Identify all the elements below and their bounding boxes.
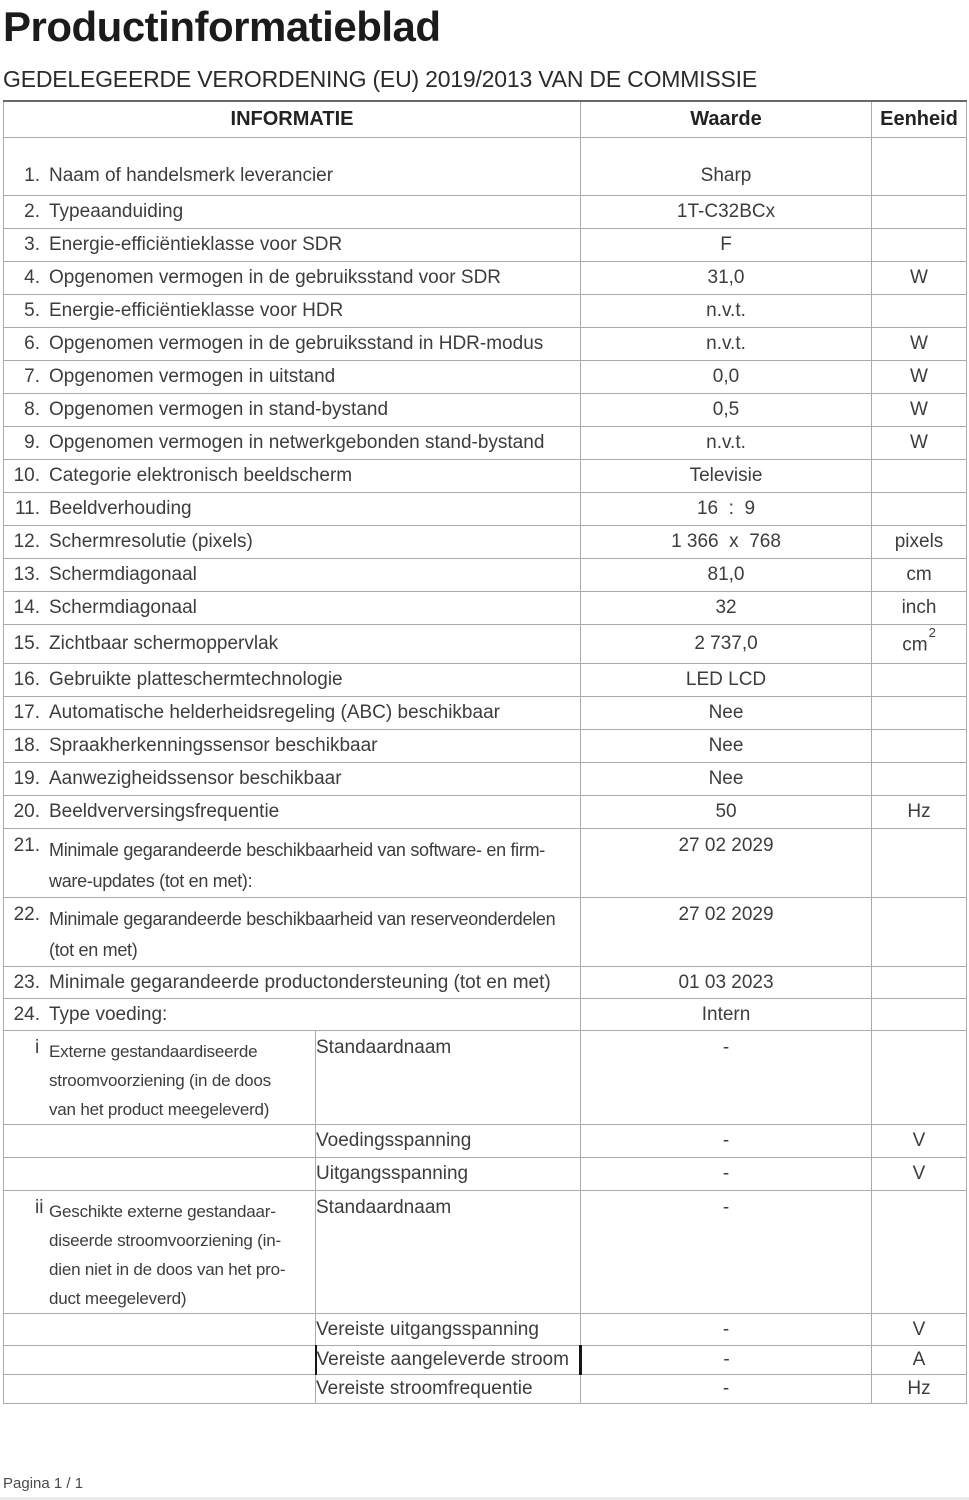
column-header-waarde: Waarde <box>581 101 872 138</box>
info-cell <box>4 796 581 829</box>
row-number: 23. <box>13 971 40 993</box>
row-number: 3. <box>24 234 40 255</box>
table-row <box>4 625 967 664</box>
table-row <box>4 295 967 328</box>
table-row <box>4 1314 967 1346</box>
unit-cell <box>872 625 967 664</box>
unit-cell <box>872 730 967 763</box>
table-row <box>4 763 967 796</box>
row-label: Automatische helderheidsregeling (ABC) beschikbaar <box>49 702 500 723</box>
unit-cell: V <box>872 1314 967 1346</box>
info-cell <box>4 967 581 999</box>
value-cell: - <box>581 1191 872 1314</box>
table-row <box>4 1191 967 1314</box>
info-cell <box>4 730 581 763</box>
value-cell: n.v.t. <box>581 295 872 328</box>
value-cell: 2 737,0 <box>581 625 872 664</box>
table-row <box>4 829 967 898</box>
info-cell <box>4 460 581 493</box>
unit-cell <box>872 898 967 967</box>
sub-info-cell: Uitgangsspanning <box>316 1158 581 1191</box>
unit-cell <box>872 295 967 328</box>
row-number: 24. <box>13 1003 40 1025</box>
unit-cell <box>872 999 967 1031</box>
sub-info-cell: Standaardnaam <box>316 1191 581 1314</box>
row-label: Opgenomen vermogen in netwerkgebonden stand-bystand <box>49 432 545 453</box>
value-cell: F <box>581 229 872 262</box>
row-label: Schermdiagonaal <box>49 597 197 618</box>
info-cell <box>4 763 581 796</box>
unit-cell <box>872 829 967 898</box>
roman-numeral-marker: i <box>35 1037 40 1058</box>
info-cell <box>4 999 581 1031</box>
value-cell: 16 : 9 <box>581 493 872 526</box>
value-cell: - <box>581 1314 872 1346</box>
value-cell: - <box>581 1375 872 1404</box>
row-label: Beeldverversingsfrequentie <box>49 801 280 822</box>
unit-cell: W <box>872 328 967 361</box>
unit-cell <box>872 664 967 697</box>
row-label: Minimale gegarandeerde beschikbaarheid van software- en firm- ware-updates (tot en met): <box>49 840 545 891</box>
info-cell <box>4 493 581 526</box>
row-label: Minimale gegarandeerde productondersteuning (tot en met) <box>49 971 551 993</box>
row-number: 14. <box>13 597 40 618</box>
row-number: 8. <box>24 399 40 420</box>
info-cell <box>4 361 581 394</box>
info-cell <box>4 229 581 262</box>
value-cell: 0,0 <box>581 361 872 394</box>
table-row <box>4 592 967 625</box>
table-row <box>4 1125 967 1158</box>
unit-text: cm <box>902 634 928 656</box>
table-row <box>4 262 967 295</box>
table-row <box>4 493 967 526</box>
value-cell: 32 <box>581 592 872 625</box>
info-cell <box>4 898 581 967</box>
info-group-cell <box>4 1375 316 1404</box>
value-cell: Nee <box>581 730 872 763</box>
sub-info-cell: Standaardnaam <box>316 1031 581 1125</box>
row-label: Opgenomen vermogen in stand-bystand <box>49 399 389 420</box>
row-number: 17. <box>13 702 40 723</box>
table-row <box>4 328 967 361</box>
value-cell: Nee <box>581 697 872 730</box>
row-label: Gebruikte platteschermtechnologie <box>49 669 343 690</box>
document-title: Productinformatieblad <box>3 3 441 50</box>
unit-cell <box>872 460 967 493</box>
row-label: Beeldverhouding <box>49 498 192 519</box>
row-label: Schermresolutie (pixels) <box>49 531 253 552</box>
row-number: 4. <box>24 267 40 288</box>
info-cell <box>4 664 581 697</box>
sub-info-cell: Voedingsspanning <box>316 1125 581 1158</box>
info-cell <box>4 262 581 295</box>
info-group-cell <box>4 1346 316 1375</box>
row-label: Opgenomen vermogen in de gebruiksstand in HDR-modus <box>49 333 544 354</box>
value-cell: Sharp <box>581 138 872 196</box>
value-cell: 31,0 <box>581 262 872 295</box>
table-row <box>4 730 967 763</box>
value-cell: - <box>581 1346 872 1375</box>
table-row <box>4 196 967 229</box>
value-cell: 0,5 <box>581 394 872 427</box>
value-cell: LED LCD <box>581 664 872 697</box>
table-row <box>4 697 967 730</box>
unit-cell: V <box>872 1158 967 1191</box>
row-label: Opgenomen vermogen in de gebruiksstand voor SDR <box>49 267 502 288</box>
info-group-cell <box>4 1191 316 1314</box>
value-cell: 27 02 2029 <box>581 898 872 967</box>
row-number: 19. <box>13 768 40 789</box>
row-label: Spraakherkenningssensor beschikbaar <box>49 735 378 756</box>
value-cell: n.v.t. <box>581 427 872 460</box>
info-cell <box>4 427 581 460</box>
row-number: 6. <box>24 333 40 354</box>
row-label: Categorie elektronisch beeldscherm <box>49 465 353 486</box>
value-cell: 27 02 2029 <box>581 829 872 898</box>
unit-cell: W <box>872 262 967 295</box>
value-cell: Nee <box>581 763 872 796</box>
row-number: 10. <box>13 465 40 486</box>
unit-cell: W <box>872 427 967 460</box>
row-label: Externe gestandaardiseerde stroomvoorziening (in de doos van het product meegeleverd) <box>49 1042 271 1119</box>
value-cell: 1 366 x 768 <box>581 526 872 559</box>
table-row <box>4 138 967 196</box>
table-row <box>4 229 967 262</box>
table-header-row <box>4 101 967 138</box>
row-number: 12. <box>13 531 40 552</box>
row-label: Aanwezigheidssensor beschikbaar <box>49 768 342 789</box>
unit-cell: pixels <box>872 526 967 559</box>
info-cell <box>4 592 581 625</box>
table-row <box>4 898 967 967</box>
row-label: Geschikte externe gestandaar- diseerde stroomvoorziening (in- dien niet in de doos van het pro- duct meegeleverd) <box>49 1202 286 1308</box>
unit-cell: W <box>872 394 967 427</box>
row-label: Schermdiagonaal <box>49 564 197 585</box>
unit-cell <box>872 1191 967 1314</box>
info-cell <box>4 697 581 730</box>
unit-cell: Hz <box>872 1375 967 1404</box>
info-cell <box>4 196 581 229</box>
row-label: Type voeding: <box>49 1003 168 1025</box>
unit-cell <box>872 1031 967 1125</box>
unit-cell: A <box>872 1346 967 1375</box>
info-group-cell <box>4 1125 316 1158</box>
column-header-informatie: INFORMATIE <box>4 101 581 138</box>
table-row <box>4 460 967 493</box>
table-row <box>4 526 967 559</box>
sub-info-cell: Vereiste stroomfrequentie <box>316 1375 581 1404</box>
unit-cell <box>872 229 967 262</box>
table-row <box>4 1031 967 1125</box>
row-label: Minimale gegarandeerde beschikbaarheid van reserveonderdelen (tot en met) <box>49 909 556 960</box>
value-cell: 1T-C32BCx <box>581 196 872 229</box>
unit-cell: V <box>872 1125 967 1158</box>
table-row <box>4 664 967 697</box>
info-cell <box>4 138 581 196</box>
row-label: Energie-efficiëntieklasse voor SDR <box>49 234 343 255</box>
row-number: 15. <box>13 633 40 654</box>
unit-cell: cm <box>872 559 967 592</box>
table-row <box>4 427 967 460</box>
table-row <box>4 796 967 829</box>
row-number: 11. <box>14 498 40 519</box>
row-label: Naam of handelsmerk leverancier <box>49 165 334 186</box>
row-label: Energie-efficiëntieklasse voor HDR <box>49 300 344 321</box>
info-cell <box>4 328 581 361</box>
row-label: Typeaanduiding <box>49 201 184 222</box>
info-group-cell <box>4 1031 316 1125</box>
row-number: 16. <box>13 669 40 690</box>
info-cell <box>4 526 581 559</box>
value-cell: Televisie <box>581 460 872 493</box>
value-cell: - <box>581 1031 872 1125</box>
unit-cell <box>872 967 967 999</box>
product-info-table <box>3 100 967 1404</box>
row-number: 5. <box>24 300 40 321</box>
value-cell: - <box>581 1125 872 1158</box>
page-number: Pagina 1 / 1 <box>3 1475 84 1492</box>
value-cell: 50 <box>581 796 872 829</box>
info-cell <box>4 394 581 427</box>
unit-cell <box>872 493 967 526</box>
unit-superscript: 2 <box>928 625 936 641</box>
sub-info-cell: Vereiste aangeleverde stroom <box>316 1346 581 1375</box>
row-number: 7. <box>24 366 40 387</box>
unit-cell: Hz <box>872 796 967 829</box>
row-number: 18. <box>13 735 40 756</box>
info-group-cell <box>4 1158 316 1191</box>
row-number: 1. <box>24 165 40 186</box>
value-cell: Intern <box>581 999 872 1031</box>
unit-cell <box>872 697 967 730</box>
row-number: 13. <box>13 564 40 585</box>
info-cell <box>4 625 581 664</box>
table-row <box>4 1346 967 1375</box>
unit-cell <box>872 196 967 229</box>
unit-cell: inch <box>872 592 967 625</box>
row-number: 22. <box>13 904 40 925</box>
table-row <box>4 394 967 427</box>
row-number: 21. <box>13 835 40 856</box>
value-cell: n.v.t. <box>581 328 872 361</box>
value-cell: 81,0 <box>581 559 872 592</box>
roman-numeral-marker: ii <box>35 1197 44 1218</box>
table-row <box>4 1375 967 1404</box>
table-row <box>4 967 967 999</box>
row-number: 20. <box>13 801 40 822</box>
table-row <box>4 559 967 592</box>
info-cell <box>4 295 581 328</box>
info-cell <box>4 829 581 898</box>
row-label: Zichtbaar schermoppervlak <box>49 633 279 654</box>
unit-cell: W <box>872 361 967 394</box>
value-cell: - <box>581 1158 872 1191</box>
sub-info-cell: Vereiste uitgangsspanning <box>316 1314 581 1346</box>
regulation-subtitle: GEDELEGEERDE VERORDENING (EU) 2019/2013 VAN DE COMMISSIE <box>3 66 757 92</box>
info-group-cell <box>4 1314 316 1346</box>
row-label: Opgenomen vermogen in uitstand <box>49 366 336 387</box>
table-row <box>4 999 967 1031</box>
row-number: 9. <box>24 432 40 453</box>
unit-cell <box>872 138 967 196</box>
column-header-eenheid: Eenheid <box>872 101 967 138</box>
value-cell: 01 03 2023 <box>581 967 872 999</box>
table-row <box>4 1158 967 1191</box>
row-number: 2. <box>24 201 40 222</box>
table-row <box>4 361 967 394</box>
unit-cell <box>872 763 967 796</box>
info-cell <box>4 559 581 592</box>
